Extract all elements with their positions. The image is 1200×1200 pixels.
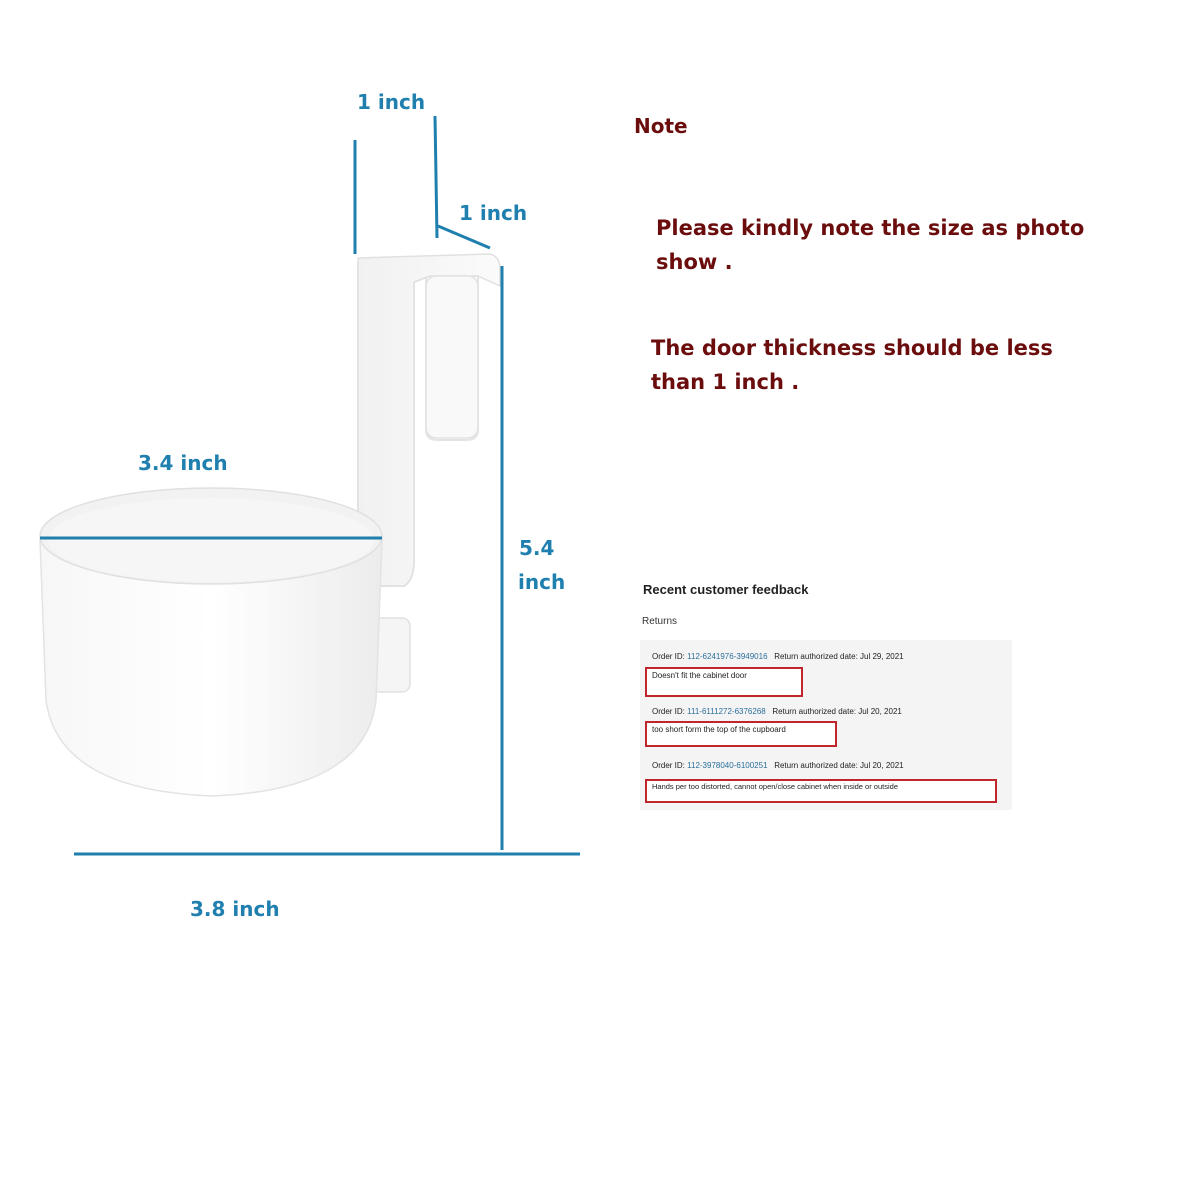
hook-width-label: 1 inch xyxy=(357,90,426,114)
order-label: Order ID: xyxy=(652,761,685,770)
order-id-link[interactable]: 111-6111272-6376268 xyxy=(687,707,766,716)
order-label: Order ID: xyxy=(652,652,685,661)
return-reason: Doesn't fit the cabinet door xyxy=(645,667,803,697)
return-label: Return authorized date: xyxy=(774,652,858,661)
order-id-link[interactable]: 112-6241976-3949016 xyxy=(687,652,768,661)
return-label: Return authorized date: xyxy=(774,761,858,770)
order-id-link[interactable]: 112-3978040-6100251 xyxy=(687,761,768,770)
note-heading: Note xyxy=(634,114,688,138)
return-date: Jul 20, 2021 xyxy=(860,761,904,770)
order-label: Order ID: xyxy=(652,707,685,716)
return-date: Jul 29, 2021 xyxy=(860,652,904,661)
cup xyxy=(40,488,382,796)
height-unit-label: inch xyxy=(518,570,566,594)
return-label: Return authorized date: xyxy=(772,707,857,716)
hook-depth-label: 1 inch xyxy=(459,201,528,225)
note-line-2b: than 1 inch . xyxy=(651,370,800,394)
overall-width-label: 3.8 inch xyxy=(190,897,280,921)
feedback-entry xyxy=(652,652,904,661)
note-line-1a: Please kindly note the size as photo xyxy=(656,216,1085,240)
height-value-label: 5.4 xyxy=(519,536,555,560)
note-line-2a: The door thickness should be less xyxy=(651,336,1053,360)
return-reason: Hands per too distorted, cannot open/close cabinet when inside or outside xyxy=(645,779,997,803)
return-reason: too short form the top of the cupboard xyxy=(645,721,837,747)
note-line-1b: show . xyxy=(656,250,733,274)
feedback-entry xyxy=(652,707,902,716)
cup-diameter-label: 3.4 inch xyxy=(138,451,228,475)
return-date: Jul 20, 2021 xyxy=(858,707,902,716)
feedback-entry xyxy=(652,761,904,770)
feedback-subtitle: Returns xyxy=(642,616,678,627)
feedback-title: Recent customer feedback xyxy=(643,582,809,597)
